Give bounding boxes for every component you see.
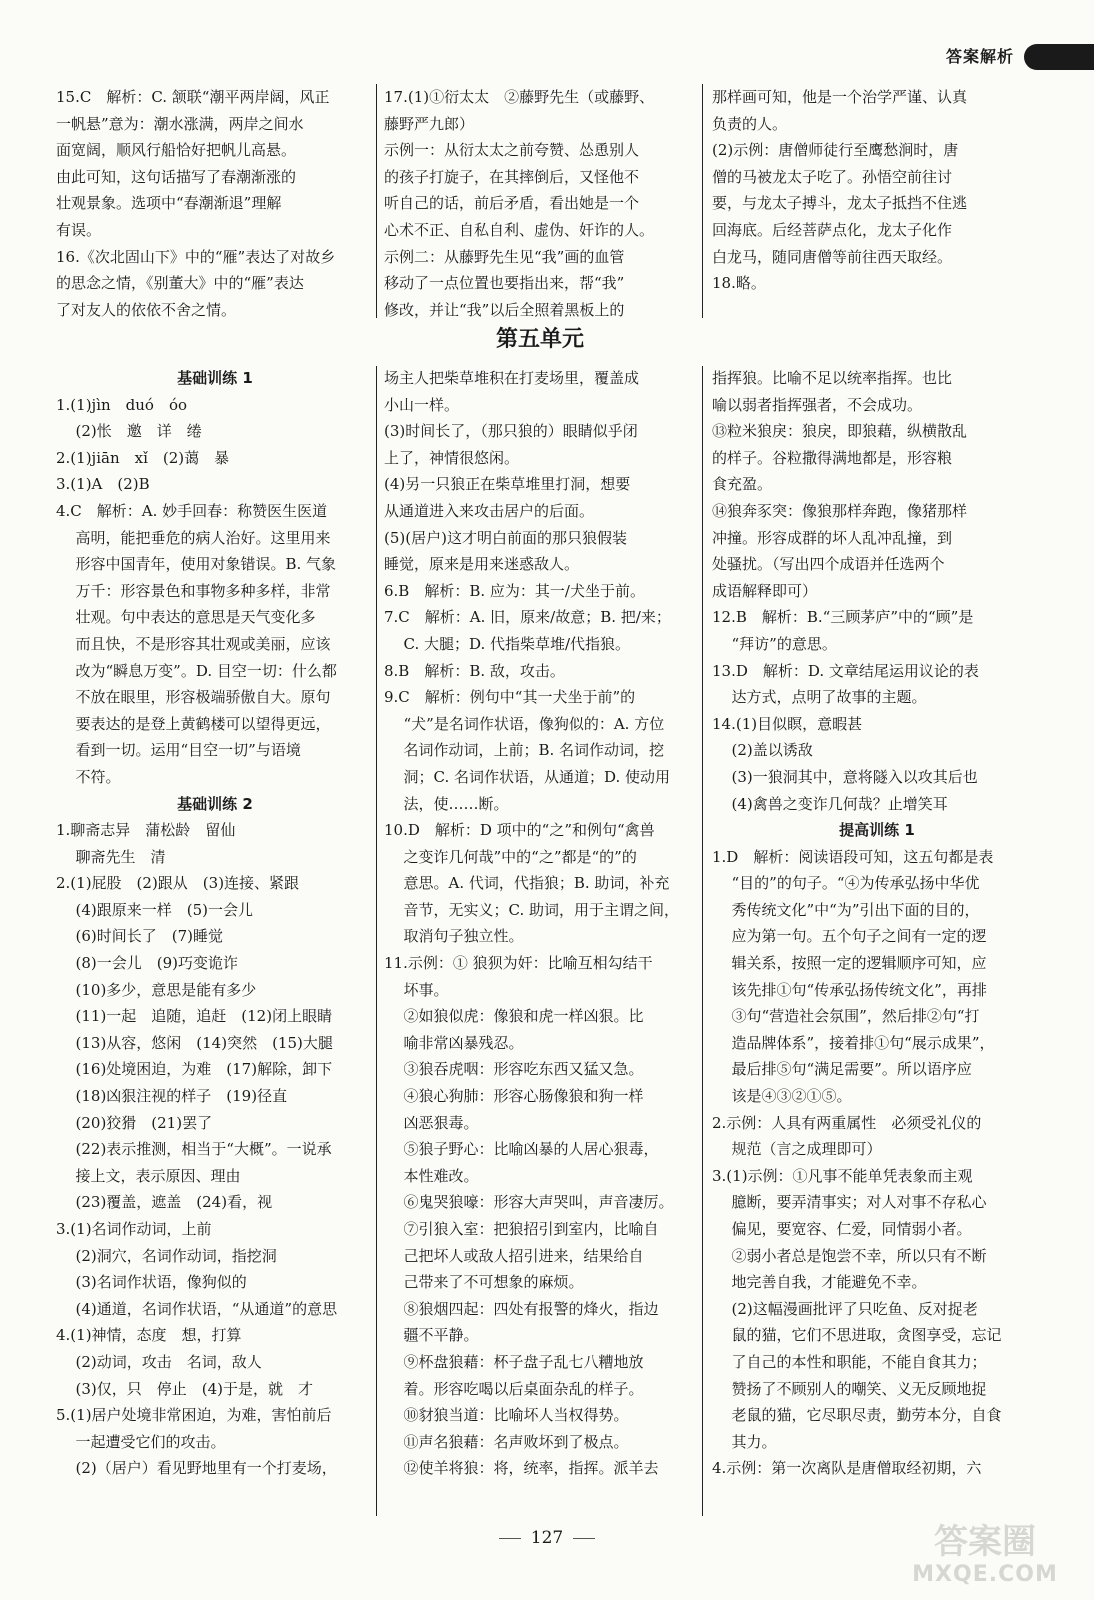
answer-line: 2.示例：人具有两重属性 必须受礼仪的 xyxy=(712,1113,982,1132)
answer-line: 凶恶狠毒。 xyxy=(403,1113,479,1132)
answer-line: 处骚扰。（写出四个成语并任选两个 xyxy=(712,555,945,574)
answer-line: 4.示例：第一次离队是唐僧取经初期，六 xyxy=(712,1459,982,1478)
answer-line: “拜访”的意思。 xyxy=(731,634,837,653)
answer-line: 场主人把柴草堆积在打麦场里，覆盖成 xyxy=(384,369,640,387)
top-column-divider-2 xyxy=(702,84,703,318)
bottom-column-2 xyxy=(384,365,702,1517)
answer-line: (4)跟原来一样 (5)一会儿 xyxy=(75,900,253,919)
answer-line: 壮观景象。选项中“春潮渐退”理解 xyxy=(56,194,282,213)
answer-line: 法，使……断。 xyxy=(403,794,509,813)
answer-line: 一起遭受它们的攻击。 xyxy=(75,1432,226,1451)
answer-line: ⑧狼烟四起：四处有报警的烽火，指边 xyxy=(403,1299,659,1318)
answer-line: ⑩豺狼当道：比喻坏人当权得势。 xyxy=(403,1406,629,1425)
page-header xyxy=(794,0,1094,80)
answer-line: 秀传统文化”中“为”引出下面的目的， xyxy=(731,900,980,919)
answer-line: 己把坏人或敌人招引进来，结果给自 xyxy=(403,1246,644,1265)
header-title: 答案解析 xyxy=(945,47,1014,66)
answer-line: 5.(1)居户处境非常困迫，为难，害怕前后 xyxy=(56,1406,332,1425)
answer-line: 心术不正、自私自利、虚伪、奸诈的人。 xyxy=(384,220,655,239)
answer-line: 3.(1)示例：①凡事不能单凭表象而主观 xyxy=(712,1166,973,1185)
answer-line: ⑫使羊将狼：将，统率，指挥。派羊去 xyxy=(403,1459,659,1478)
answer-line: 喻非常凶暴残忍。 xyxy=(403,1033,524,1052)
answer-line: 音节，无实义；C. 助词，用于主谓之间， xyxy=(403,900,679,919)
section-heading: 提高训练 1 xyxy=(839,821,915,840)
answer-line: (5)(居户)这才明白前面的那只狼假装 xyxy=(384,528,627,547)
answer-line: 那样画可知，他是一个治学严谨、认真 xyxy=(712,88,968,106)
answer-line: C. 大腿；D. 代指柴草堆/代指狼。 xyxy=(403,634,631,653)
answer-line: 接上文，表示原因、理由 xyxy=(75,1166,241,1185)
answer-line: 该先排①句“传承弘扬传统文化”，再排 xyxy=(731,980,987,999)
answer-line: 由此可知，这句话描写了春潮渐涨的 xyxy=(56,167,297,186)
answer-line: 疆不平静。 xyxy=(403,1326,479,1345)
answer-line: 要，与龙太子搏斗，龙太子抵挡不住逃 xyxy=(712,194,968,213)
answer-line: 听自己的话，前后矛盾，看出她是一个 xyxy=(384,194,640,213)
answer-line: (4)通道，名词作状语，“从通道”的意思 xyxy=(75,1299,338,1318)
answer-line: 的孩子打旋子，在其摔倒后，又怪他不 xyxy=(384,167,640,186)
answer-line: ②如狼似虎：像狼和虎一样凶狠。比 xyxy=(403,1007,644,1026)
answer-line: 聊斋先生 清 xyxy=(75,847,166,866)
page-number-value: 127 xyxy=(530,1528,564,1548)
answer-line: (4)禽兽之变诈几何哉？止增笑耳 xyxy=(731,794,948,813)
answer-line: 9.C 解析：例句中“其一犬坐于前”的 xyxy=(384,688,636,707)
top-column-2 xyxy=(384,84,702,324)
answer-line: (2)怅 邀 详 绻 xyxy=(75,422,202,441)
answer-line: 4.C 解析：A. 妙手回春：称赞医生医道 xyxy=(56,501,328,520)
answer-line: 规范（言之成理即可） xyxy=(731,1140,882,1159)
section-heading: 基础训练 2 xyxy=(177,794,253,813)
answer-line: 壮观。句中表达的意思是天气变化多 xyxy=(75,608,316,627)
answer-line: ⑦引狼入室：把狼招引到室内，比喻自 xyxy=(403,1220,659,1238)
top-column-1 xyxy=(56,84,374,324)
answer-line: (20)狡猾 (21)罢了 xyxy=(75,1113,213,1132)
answer-line: 其力。 xyxy=(731,1432,777,1451)
answer-line: (16)处境困迫，为难 (17)解除，卸下 xyxy=(75,1060,333,1079)
answer-line: 高明，能把垂危的病人治好。这里用来 xyxy=(75,528,331,547)
answer-line: 而且快，不是形容其壮观或美丽，应该 xyxy=(75,634,331,653)
answer-line: ③狼吞虎咽：形容吃东西又猛又急。 xyxy=(403,1060,644,1079)
bottom-column-divider-2 xyxy=(702,366,703,1516)
answer-line: 4.(1)神情，态度 想，打算 xyxy=(56,1326,242,1345)
answer-line: 改为“瞬息万变”。D. 目空一切：什么都 xyxy=(75,661,337,680)
answer-line: (23)覆盖，遮盖 (24)看，视 xyxy=(75,1193,273,1212)
answer-line: 移动了一点位置也要指出来，帮“我” xyxy=(384,274,625,293)
answer-line: ⑭狼奔豕突：像狼那样奔跑，像猪那样 xyxy=(712,501,968,520)
answer-line: (3)时间长了，（那只狼的）眼睛似乎闭 xyxy=(384,422,638,441)
answer-line: 形容中国青年，使用对象错误。B. 气象 xyxy=(75,555,337,574)
answer-line: 有误。 xyxy=(56,220,102,239)
answer-line: 己带来了不可想象的麻烦。 xyxy=(403,1273,584,1292)
answer-line: 喻以弱者指挥强者，不会成功。 xyxy=(712,395,923,414)
answer-line: 睡觉，原来是用来迷惑敌人。 xyxy=(384,555,580,574)
answer-line: (2)（居户）看见野地里有一个打麦场， xyxy=(75,1459,337,1478)
bottom-column-3 xyxy=(712,365,1042,1517)
answer-line: 辑关系，按照一定的逻辑顺序可知，应 xyxy=(731,954,987,973)
answer-line: (18)凶狠注视的样子 (19)径直 xyxy=(75,1087,288,1106)
answer-line: (8)一会儿 (9)巧变诡诈 xyxy=(75,954,238,973)
watermark-logo: 答案圈 MXQE.COM xyxy=(912,1522,1058,1587)
answer-line: 16.《次北固山下》中的“雁”表达了对故乡 xyxy=(56,247,336,266)
answer-line: 藤野严九郎） xyxy=(384,114,475,133)
answer-line: 了自己的本性和职能，不能自食其力； xyxy=(731,1352,987,1371)
bottom-column-divider-1 xyxy=(376,366,377,1516)
answer-line: 负责的人。 xyxy=(712,114,788,133)
answer-line: (13)从容，悠闲 (14)突然 (15)大腿 xyxy=(75,1033,333,1052)
answer-line: 2.(1)jiān xǐ (2)蔼 暴 xyxy=(56,448,230,467)
answer-line: 着。形容吃喝以后桌面杂乱的样子。 xyxy=(403,1379,644,1398)
answer-line: 指挥狼。比喻不足以统率指挥。也比 xyxy=(712,369,953,387)
answer-line: 最后排⑤句“满足需要”。所以语序应 xyxy=(731,1060,972,1079)
answer-line: 洞；C. 名词作状语，从通道；D. 使动用 xyxy=(403,767,671,786)
answer-line: 臆断，要弄清事实；对人对事不存私心 xyxy=(731,1193,987,1212)
unit-title: 第五单元 xyxy=(495,327,584,352)
answer-line: ⑨杯盘狼藉：杯子盘子乱七八糟地放 xyxy=(403,1352,644,1371)
answer-line: 上了，神情很悠闲。 xyxy=(384,448,520,467)
answer-line: 成语解释即可） xyxy=(712,581,818,600)
answer-line: ③句“营造社会氛围”，然后排②句“打 xyxy=(731,1007,980,1026)
answer-line: 冲撞。形容成群的坏人乱冲乱撞，到 xyxy=(712,528,953,547)
answer-line: ④狼心狗肺：形容心肠像狼和狗一样 xyxy=(403,1087,644,1106)
answer-line: 应为第一句。五个句子之间有一定的逻 xyxy=(731,927,987,946)
answer-line: 一帆悬”意为：潮水涨满，两岸之间水 xyxy=(56,114,304,133)
answer-line: (22)表示推测，相当于“大概”。一说承 xyxy=(75,1140,332,1159)
answer-line: 要表达的是登上黄鹤楼可以望得更远， xyxy=(75,714,331,733)
answer-line: 15.C 解析：C. 颔联“潮平两岸阔，风正 xyxy=(56,88,330,106)
answer-line: 14.(1)目似瞑，意暇甚 xyxy=(712,714,863,733)
answer-line: 12.B 解析：B.“三顾茅庐”中的“顾”是 xyxy=(712,608,974,627)
answer-line: 11.示例：① 狼狈为奸：比喻互相勾结干 xyxy=(384,954,653,973)
answer-line: (11)一起 追随，追赶 (12)闭上眼睛 xyxy=(75,1007,333,1026)
answer-line: 10.D 解析：D 项中的“之”和例句“禽兽 xyxy=(384,821,655,840)
answer-line: 17.(1)①衍太太 ②藤野先生（或藤野、 xyxy=(384,88,655,106)
answer-line: 7.C 解析：A. 旧，原来/故意；B. 把/来； xyxy=(384,608,671,627)
answer-line: 示例二：从藤野先生见“我”画的血管 xyxy=(384,247,625,266)
answer-line: 的思念之情，《别董大》中的“雁”表达 xyxy=(56,274,304,293)
answer-line: 不符。 xyxy=(75,767,121,786)
answer-line: (10)多少，意思是能有多少 xyxy=(75,980,257,999)
answer-line: 看到一切。运用“目空一切”与语境 xyxy=(75,741,301,760)
section-heading: 基础训练 1 xyxy=(177,369,253,387)
answer-line: 取消句子独立性。 xyxy=(403,927,524,946)
answer-line: ⑪声名狼藉：名声败坏到了极点。 xyxy=(403,1432,629,1451)
answer-line: 鼠的猫，它们不思进取，贪图享受，忘记 xyxy=(731,1326,1002,1345)
answer-line: 3.(1)A (2)B xyxy=(56,475,150,494)
answer-line: “目的”的句子。“④为传承弘扬中华优 xyxy=(731,874,980,893)
answer-line: ⑬粒米狼戾：狼戾，即狼藉，纵横散乱 xyxy=(712,422,968,441)
answer-line: 3.(1)名词作动词，上前 xyxy=(56,1220,212,1238)
answer-line: 名词作动词，上前；B. 名词作动词，挖 xyxy=(403,741,665,760)
answer-line: 面宽阔，顺风行船恰好把帆儿高悬。 xyxy=(56,141,297,160)
answer-line: (4)另一只狼正在柴草堆里打洞，想要 xyxy=(384,475,631,494)
answer-line: (6)时间长了 (7)睡觉 xyxy=(75,927,223,946)
answer-line: 意思。A. 代词，代指狼；B. 助词，补充 xyxy=(403,874,670,893)
top-column-3 xyxy=(712,84,1042,324)
answer-line: (3)一狼洞其中，意将隧入以攻其后也 xyxy=(731,767,978,786)
answer-line: 白龙马，随同唐僧等前往西天取经。 xyxy=(712,247,953,266)
answer-line: 1.聊斋志异 蒲松龄 留仙 xyxy=(56,821,236,840)
page-number-dash-right xyxy=(573,1538,595,1539)
page-number-dash-left xyxy=(499,1538,521,1539)
answer-line: 2.(1)屁股 (2)跟从 (3)连接、紧跟 xyxy=(56,874,300,893)
answer-line: 18.略。 xyxy=(712,274,766,293)
answer-line: ⑤狼子野心：比喻凶暴的人居心狠毒， xyxy=(403,1140,659,1159)
answer-line: 示例一：从衍太太之前夸赞、怂恿别人 xyxy=(384,141,640,160)
top-column-divider-1 xyxy=(376,84,377,318)
answer-line: 偏见，要宽容、仁爱，同情弱小者。 xyxy=(731,1220,972,1238)
answer-line: 该是④③②①⑤。 xyxy=(731,1087,852,1106)
bottom-column-1 xyxy=(56,365,374,1517)
answer-line: 本性难改。 xyxy=(403,1166,479,1185)
answer-line: (2)洞穴，名词作动词，指挖洞 xyxy=(75,1246,277,1265)
answer-line: 小山一样。 xyxy=(384,395,460,414)
answer-line: 造品牌体系”，接着排①句“展示成果”， xyxy=(731,1033,995,1052)
answer-line: (2)盖以诱敌 xyxy=(731,741,813,760)
answer-line: ⑥鬼哭狼嚎：形容大声哭叫，声音凄厉。 xyxy=(403,1193,674,1212)
answer-line: (3)名词作状语，像狗似的 xyxy=(75,1273,247,1292)
answer-line: (2)动词，攻击 名词，敌人 xyxy=(75,1352,262,1371)
answer-line: (2)这幅漫画批评了只吃鱼、反对捉老 xyxy=(731,1299,978,1318)
answer-line: 的样子。谷粒撒得满地都是，形容粮 xyxy=(712,448,953,467)
answer-line: 赞扬了不顾别人的嘲笑、义无反顾地捉 xyxy=(731,1379,987,1398)
answer-line: 食充盈。 xyxy=(712,475,773,494)
answer-line: 不放在眼里，形容极端骄傲自大。原句 xyxy=(75,688,331,707)
answer-line: 之变诈几何哉”中的“之”都是“的”的 xyxy=(403,847,637,866)
answer-line: 1.(1)jìn duó óo xyxy=(56,395,188,414)
answer-line: 僧的马被龙太子吃了。孙悟空前往讨 xyxy=(712,167,953,186)
answer-line: 坏事。 xyxy=(403,980,449,999)
answer-line: (3)仅，只 停止 (4)于是，就 才 xyxy=(75,1379,313,1398)
answer-line: 达方式，点明了故事的主题。 xyxy=(731,688,927,707)
answer-line: ②弱小者总是饱尝不幸，所以只有不断 xyxy=(731,1246,987,1265)
answer-line: 了对友人的依依不舍之情。 xyxy=(56,300,237,319)
answer-line: 万千：形容景色和事物多种多样，非常 xyxy=(75,581,331,600)
answer-line: 8.B 解析：B. 敌，攻击。 xyxy=(384,661,565,680)
answer-line: “犬”是名词作状语，像狗似的：A. 方位 xyxy=(403,714,665,733)
header-tab-marker xyxy=(1024,44,1094,70)
answer-line: (2)示例：唐僧师徒行至鹰愁涧时，唐 xyxy=(712,141,959,160)
answer-line: 从通道进入来攻击居户的后面。 xyxy=(384,501,595,520)
answer-line: 1.D 解析：阅读语段可知，这五句都是表 xyxy=(712,847,994,866)
answer-line: 13.D 解析：D. 文章结尾运用议论的表 xyxy=(712,661,979,680)
answer-line: 修改，并让“我”以后全照着黑板上的 xyxy=(384,300,625,319)
answer-line: 6.B 解析：B. 应为：其一/犬坐于前。 xyxy=(384,581,645,600)
answer-line: 老鼠的猫，它尽职尽责，勤劳本分，自食 xyxy=(731,1406,1002,1425)
answer-line: 地完善自我，才能避免不幸。 xyxy=(731,1273,927,1292)
answer-line: 回海底。后经菩萨点化，龙太子化作 xyxy=(712,220,953,239)
